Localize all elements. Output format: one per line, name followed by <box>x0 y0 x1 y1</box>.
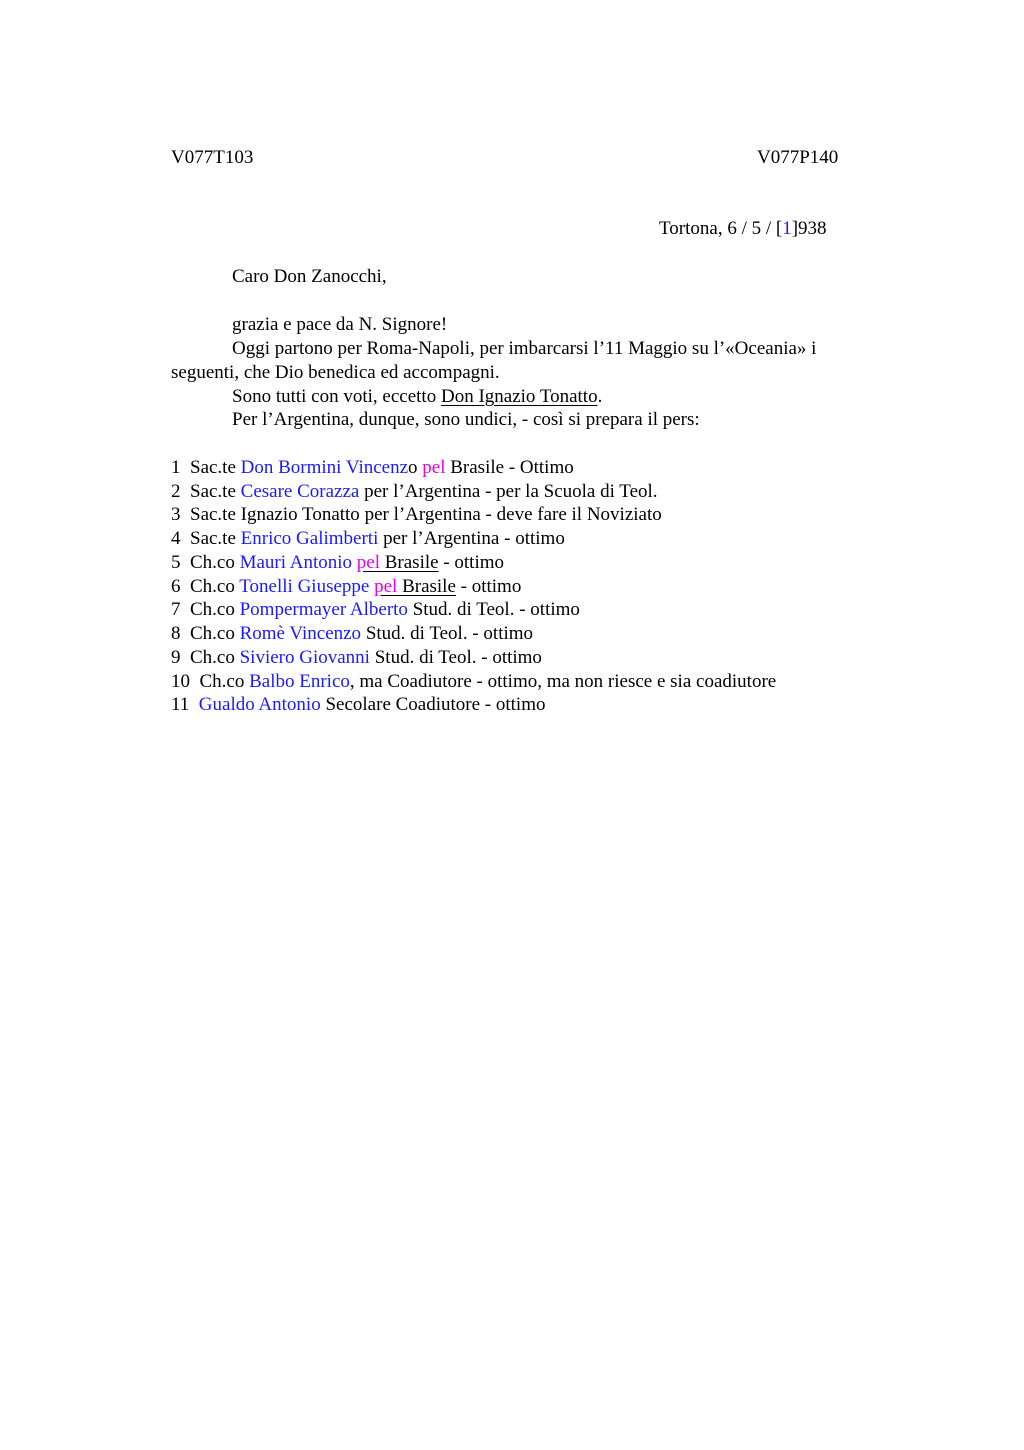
list-item-name: Tonelli Giuseppe <box>239 576 370 597</box>
list-item-number: 3 <box>171 504 181 525</box>
list-item-pel: pel <box>422 457 446 478</box>
list-item-pel: pel <box>374 576 398 597</box>
list-item-number: 6 <box>171 576 181 597</box>
header-right-code: V077P140 <box>757 147 839 168</box>
list-item-number: 5 <box>171 552 181 573</box>
dateline-suffix: ]938 <box>791 218 827 239</box>
list-item <box>171 693 546 717</box>
list-item-title: Ch.co <box>190 647 235 668</box>
list-item-name: Pompermayer Alberto <box>239 599 408 620</box>
header-left-code: V077T103 <box>171 147 254 168</box>
list-item-rest: Secolare Coadiutore - ottimo <box>320 694 546 715</box>
list-item-name: Romè Vincenzo <box>239 623 362 644</box>
list-item-name: Enrico Galimberti <box>240 528 379 549</box>
list-item-title: Ch.co <box>190 599 235 620</box>
list-item-rest: per l’Argentina - per la Scuola di Teol. <box>359 481 658 502</box>
list-item <box>171 456 574 480</box>
list-item <box>171 575 521 599</box>
list-item-name: Cesare Corazza <box>240 481 360 502</box>
list-item-name: Don Bormini Vincenz <box>240 457 409 478</box>
list-item-title: Ch.co <box>190 552 235 573</box>
list-item-number: 9 <box>171 647 181 668</box>
list-item <box>171 527 565 551</box>
list-item-number: 1 <box>171 457 181 478</box>
list-item-number: 10 <box>171 671 190 692</box>
list-item-name: Balbo Enrico <box>249 671 350 692</box>
list-item-name: Mauri Antonio <box>239 552 353 573</box>
list-item <box>171 670 776 694</box>
list-item-rest: Stud. di Teol. - ottimo <box>407 599 580 620</box>
list-item-rest: - ottimo <box>455 576 522 597</box>
dateline <box>659 217 827 241</box>
list-item <box>171 551 504 575</box>
list-item <box>171 598 580 622</box>
list-item-name: Gualdo Antonio <box>198 694 321 715</box>
list-item-rest: Stud. di Teol. - ottimo <box>361 623 534 644</box>
list-item-brasile: Brasile <box>384 552 439 573</box>
list-item <box>171 480 658 504</box>
paragraph-vows <box>232 385 602 409</box>
list-item-title: Ch.co <box>199 671 245 692</box>
list-item-rest: Brasile - Ottimo <box>445 457 574 478</box>
list-item-title: Sac.te <box>190 504 236 525</box>
salutation: Caro Don Zanocchi, <box>232 266 387 287</box>
list-item-title: Sac.te <box>190 528 236 549</box>
dateline-prefix: Tortona, 6 / 5 / [ <box>659 218 783 239</box>
list-item-title: Sac.te <box>190 481 236 502</box>
list-item-name: Ignazio Tonatto <box>240 504 360 525</box>
list-item-brasile: Brasile <box>402 576 456 597</box>
list-item <box>171 503 662 527</box>
list-item-rest: per l’Argentina - deve fare il Noviziato <box>359 504 662 525</box>
paragraph-argentina: Per l’Argentina, dunque, sono undici, - così si prepara il pers: <box>232 409 700 430</box>
list-item-rest: Stud. di Teol. - ottimo <box>369 647 542 668</box>
list-item-number: 7 <box>171 599 181 620</box>
list-item-title: Ch.co <box>190 576 235 597</box>
greeting: grazia e pace da N. Signore! <box>232 314 448 335</box>
list-item <box>171 622 533 646</box>
list-item-rest: - ottimo <box>438 552 505 573</box>
list-item-number: 11 <box>171 694 190 715</box>
list-item-name-tail: o <box>408 457 418 478</box>
paragraph-vows-underlined-name: Don Ignazio Tonatto <box>440 386 598 407</box>
dateline-bracket-digit: 1 <box>782 218 792 239</box>
list-item-pel: pel <box>356 552 380 573</box>
list-item-name: Siviero Giovanni <box>239 647 370 668</box>
list-item-number: 2 <box>171 481 181 502</box>
list-item-rest: , ma Coadiutore - ottimo, ma non riesce e sia coadiutore <box>349 671 777 692</box>
list-item-title: Sac.te <box>190 457 236 478</box>
list-item-number: 8 <box>171 623 181 644</box>
paragraph-vows-text: Sono tutti con voti, eccetto <box>232 386 441 407</box>
list-item-title: Ch.co <box>190 623 235 644</box>
list-item <box>171 646 542 670</box>
paragraph-vows-end: . <box>597 386 603 407</box>
paragraph-departure: Oggi partono per Roma-Napoli, per imbarcarsi l’11 Maggio su l’«Oceania» i seguenti, che Dio benedica ed accompagni. <box>171 338 817 383</box>
list-item-rest: per l’Argentina - ottimo <box>378 528 565 549</box>
list-item-number: 4 <box>171 528 181 549</box>
